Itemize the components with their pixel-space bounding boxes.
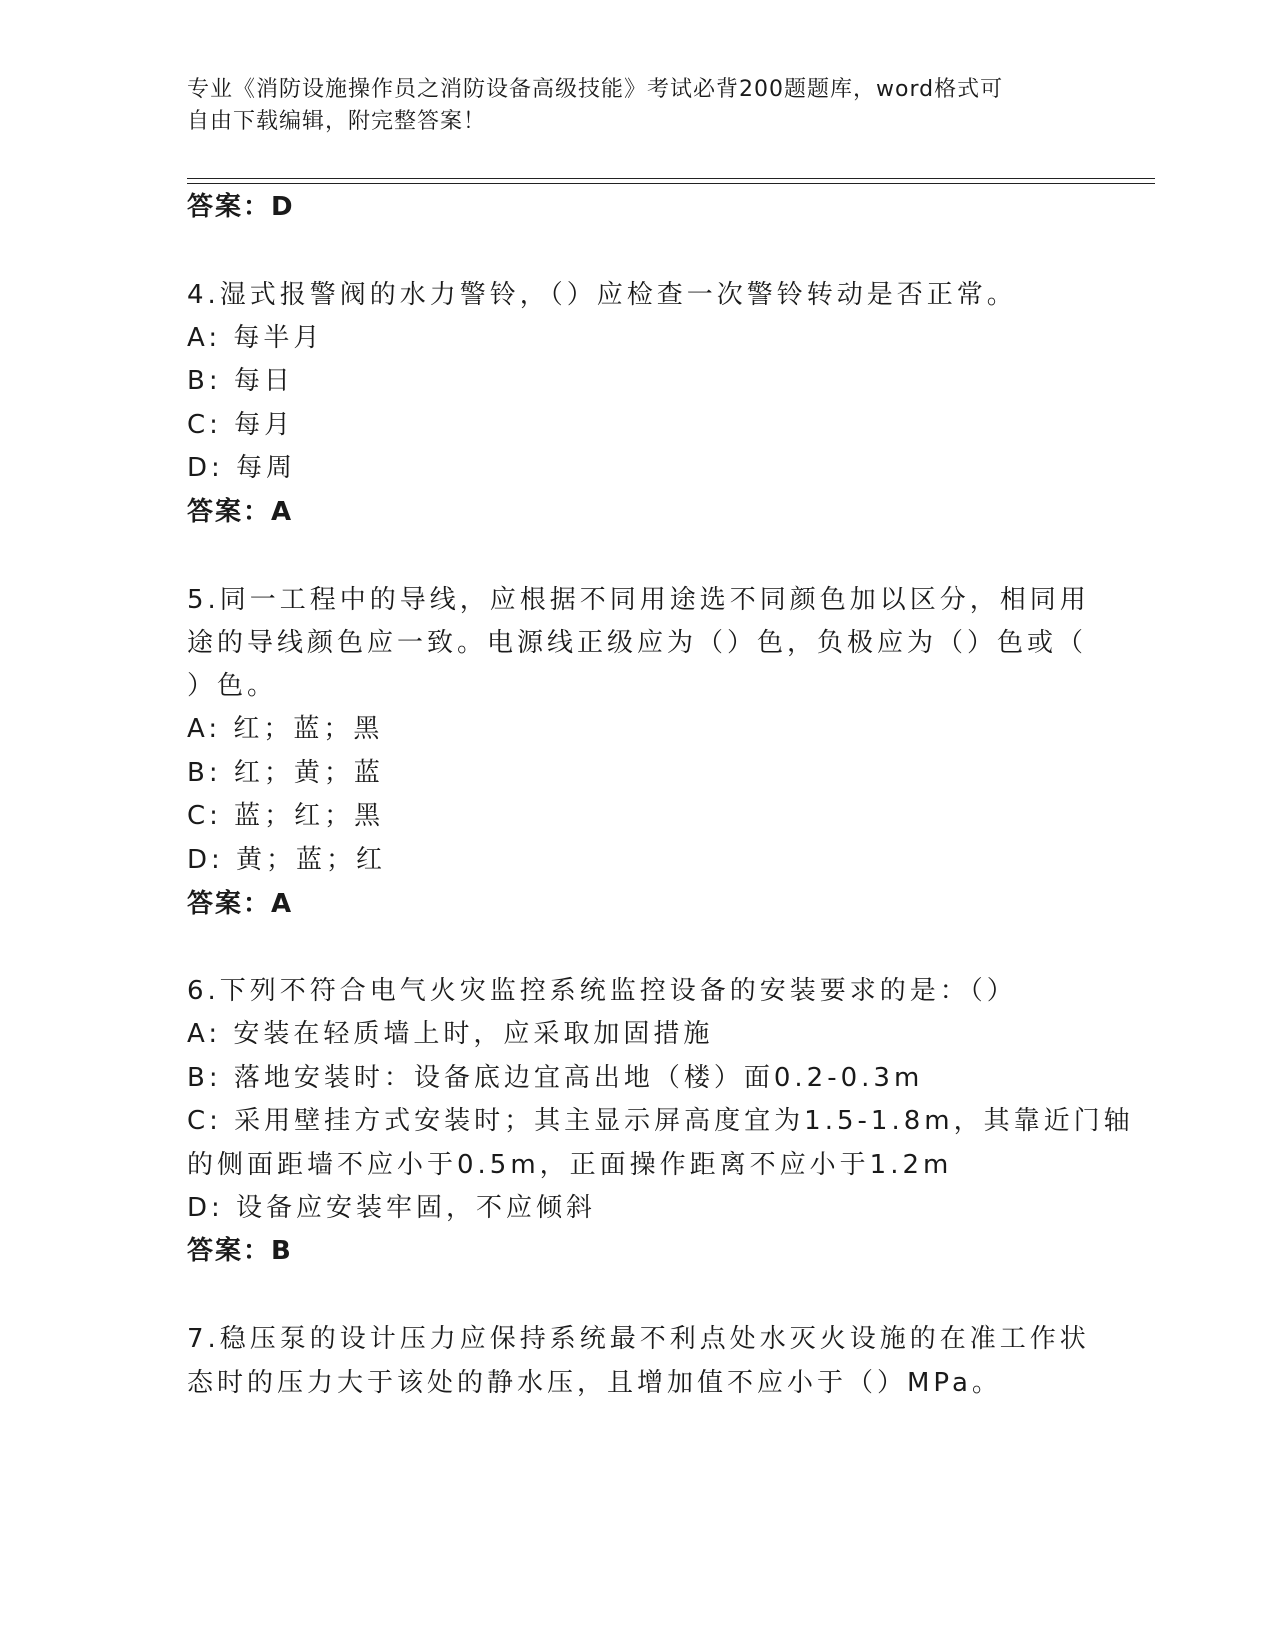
- header-line-2: 自由下载编辑，附完整答案！: [187, 109, 487, 134]
- question-5-stem-line-2: 途的导线颜色应一致。电源线正级应为（）色，负极应为（）色或（: [187, 628, 1088, 658]
- question-7-stem-line-1: 7.稳压泵的设计压力应保持系统最不利点处水灭火设施的在准工作状: [187, 1324, 1090, 1354]
- question-6-option-c-line-1: C: 采用壁挂方式安装时；其主显示屏高度宜为1.5-1.8m，其靠近门轴: [187, 1106, 1134, 1136]
- question-6-option-c-line-2: 的侧面距墙不应小于0.5m，正面操作距离不应小于1.2m: [187, 1150, 953, 1180]
- question-6-option-d: D: 设备应安装牢固，不应倾斜: [187, 1193, 597, 1223]
- document-header: [187, 74, 1067, 138]
- question-4-stem: 4.湿式报警阀的水力警铃，（）应检查一次警铃转动是否正常。: [187, 280, 1017, 310]
- question-4-answer: 答案：A: [187, 497, 294, 527]
- question-4-option-b: B: 每日: [187, 366, 294, 396]
- question-6-stem: 6.下列不符合电气火灾监控系统监控设备的安装要求的是：（）: [187, 976, 1017, 1006]
- question-6-option-b: B: 落地安装时：设备底边宜高出地（楼）面0.2-0.3m: [187, 1063, 924, 1093]
- question-5-option-a: A: 红；蓝；黑: [187, 714, 384, 744]
- question-6-option-a: A: 安装在轻质墙上时，应采取加固措施: [187, 1019, 714, 1049]
- question-6-answer: 答案：B: [187, 1236, 293, 1266]
- question-5-stem-line-1: 5.同一工程中的导线，应根据不同用途选不同颜色加以区分，相同用: [187, 585, 1090, 615]
- question-5-stem-line-3: ）色。: [187, 671, 278, 701]
- header-rule-bottom: [187, 183, 1155, 184]
- question-4-option-c: C: 每月: [187, 410, 295, 440]
- header-rule-top: [187, 178, 1155, 179]
- question-4-option-a: A: 每半月: [187, 323, 324, 353]
- question-5-option-c: C: 蓝；红；黑: [187, 801, 385, 831]
- answer-previous: 答案：D: [187, 192, 295, 222]
- header-line-1: 专业《消防设施操作员之消防设备高级技能》考试必背200题题库，word格式可: [187, 77, 1004, 102]
- question-7-stem-line-2: 态时的压力大于该处的静水压，且增加值不应小于（）MPa。: [187, 1368, 1002, 1398]
- question-4-option-d: D: 每周: [187, 453, 297, 483]
- question-5-option-d: D: 黄；蓝；红: [187, 845, 387, 875]
- question-5-option-b: B: 红；黄；蓝: [187, 758, 384, 788]
- question-5-answer: 答案：A: [187, 889, 294, 919]
